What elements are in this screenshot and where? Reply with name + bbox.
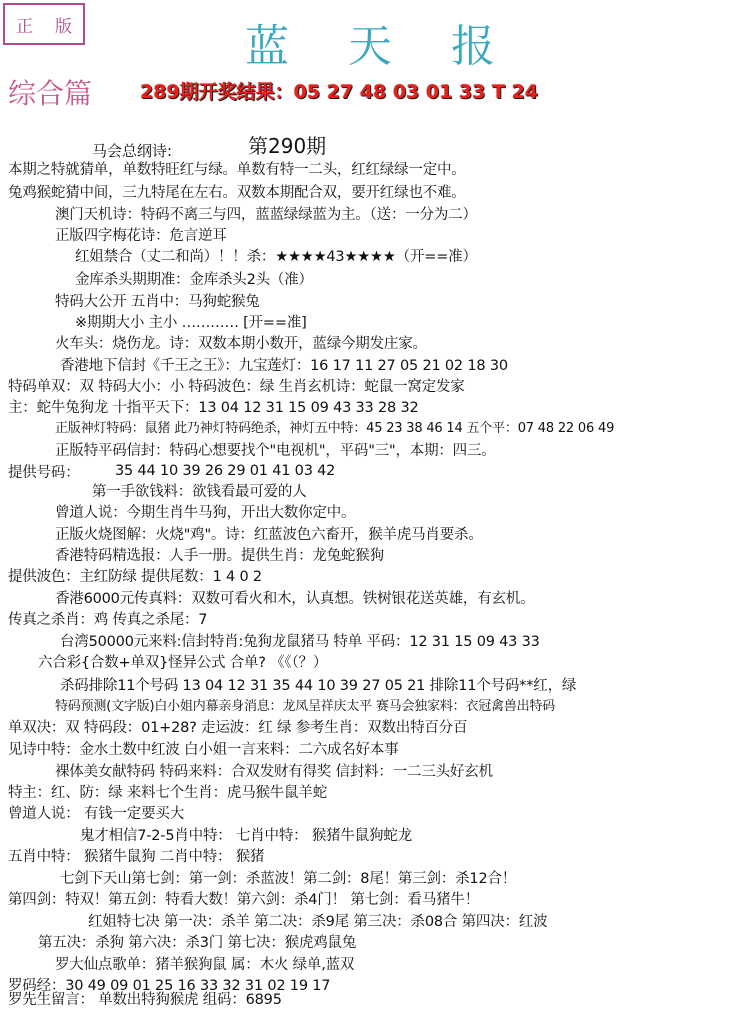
text-line: 金库杀头期期准：金库杀头2头（准）: [75, 272, 313, 288]
text-line: 罗码经：30 49 09 01 25 16 33 32 31 02 19 17: [8, 978, 331, 994]
text-line: 第四剑：特双！第五剑：特看大数！第六剑：杀4门！ 第七剑：看马猪牛！: [8, 892, 480, 908]
text-line: 本期之特就猜单，单数特旺红与绿。单数有特一二头，红红绿绿一定中。: [8, 162, 466, 178]
text-line: 见诗中特：金水土数中红波 白小姐一言来料：二六成名好本事: [8, 742, 399, 758]
text-line: 红姐特七决 第一决：杀羊 第二决：杀9尾 第三决：杀08合 第四决：红波: [88, 914, 548, 930]
text-line: 火车头：烧伤龙。诗：双数本期小数开，蓝绿今期发庄家。: [55, 336, 427, 352]
text-line: 主：蛇牛兔狗龙 十指平天下：13 04 12 31 15 09 43 33 28 32: [8, 400, 419, 416]
zhengban-char-1: 正: [16, 16, 33, 37]
logo-char-1: 蓝: [245, 21, 289, 72]
text-line: 第一手欲钱料：欲钱看最可爱的人: [92, 484, 307, 500]
zhengban-char-2: 版: [55, 16, 72, 37]
text-line: 曾道人说：今期生肖牛马狗，开出大数你定中。: [55, 505, 356, 521]
section-title: 综合篇: [8, 77, 93, 110]
text-line: 澳门天机诗：特码不离三与四，蓝蓝绿绿蓝为主。（送：一分为二）: [55, 207, 477, 223]
text-line: 罗大仙点歌单：猪羊猴狗鼠 属：木火 绿单,蓝双: [55, 957, 355, 973]
text-line: 正版火烧图解：火烧"鸡"。诗：红蓝波色六畜开，猴羊虎马肖要杀。: [55, 527, 483, 543]
text-line: 香港地下信封《千王之王》：九宝莲灯：16 17 11 27 05 21 02 18 30: [60, 358, 508, 374]
text-line: 六合彩{合数+单双}怪异公式 合单? 《《（？）: [38, 655, 328, 671]
text-line: 传真之杀肖：鸡 传真之杀尾：7: [8, 612, 208, 628]
text-line: 特码单双：双 特码大小：小 特码波色：绿 生肖玄机诗：蛇鼠一窝定发家: [8, 379, 465, 395]
issue-number: 第290期: [248, 134, 327, 158]
text-line: 裸体美女献特码 特码来料：合双发财有得奖 信封料：一二三头好玄机: [55, 764, 493, 780]
text-line: 单双决：双 特码段：01+28? 走运波：红 绿 参考生肖：双数出特百分百: [8, 720, 468, 736]
logo-char-2: 天: [348, 21, 392, 72]
text-line: 红姐禁合（丈二和尚）！！杀：★★★★43★★★★（开==准）: [75, 249, 477, 265]
text-line: 正版四字梅花诗：危言逆耳: [55, 228, 227, 244]
text-line: 鬼才相信7-2-5肖中特： 七肖中特： 猴猪牛鼠狗蛇龙: [80, 828, 412, 844]
draw-result: 289期开奖结果：05 27 48 03 01 33 T 24: [140, 81, 539, 103]
text-line: 曾道人说： 有钱一定要买大: [8, 806, 185, 822]
text-line: 提供波色：主红防绿 提供尾数：1 4 0 2: [8, 569, 262, 585]
text-line: 特码预测(文字版)白小姐内幕亲身消息：龙凤呈祥庆太平 赛马会独家料：衣冠禽兽出特码: [55, 699, 556, 714]
text-line: 杀码排除11个号码 13 04 12 31 35 44 10 39 27 05 21 排除11个号码**红，绿: [60, 678, 577, 694]
text-line: 特主：红、防：绿 来料七个生肖：虎马猴牛鼠羊蛇: [8, 785, 328, 801]
text-line: 提供号码：: [8, 465, 80, 481]
text-line: 罗先生留言： 单数出特狗猴虎 组码：6895: [8, 992, 282, 1008]
issue-label: 马会总纲诗:: [92, 142, 173, 160]
text-line: 台湾50000元来料:信封特肖:兔狗龙鼠猪马 特单 平码：12 31 15 09 43 33: [60, 634, 540, 650]
text-line: 35 44 10 39 26 29 01 41 03 42: [115, 463, 336, 479]
text-line: 五肖中特： 猴猪牛鼠狗 二肖中特： 猴猪: [8, 849, 265, 865]
text-line: 正版神灯特码：鼠猪 此乃神灯特码绝杀，神灯五中特：45 23 38 46 14 五个平：07 48 22 06 49: [55, 421, 615, 436]
text-line: 第五决：杀狗 第六决：杀3门 第七决：猴虎鸡鼠兔: [38, 935, 357, 951]
text-line: 香港特码精选报：人手一册。提供生肖：龙兔蛇猴狗: [55, 548, 384, 564]
logo-char-3: 报: [451, 21, 495, 72]
text-line: 正版特平码信封：特码心想要找个"电视机"，平码"三"，本期：四三。: [55, 443, 496, 459]
text-line: 七剑下天山第七剑：第一剑：杀蓝波！第二剑：8尾！第三剑：杀12合！: [60, 871, 517, 887]
text-line: 香港6000元传真料：双数可看火和木，认真想。铁树银花送英雄，有玄机。: [55, 591, 535, 607]
text-line: 兔鸡猴蛇猜中间，三九特尾在左右。双数本期配合双，要开红绿也不难。: [8, 185, 466, 201]
text-line: 特码大公开 五肖中：马狗蛇猴兔: [55, 294, 260, 310]
text-line: ※期期大小 主小 ………… [开==准]: [75, 315, 307, 331]
